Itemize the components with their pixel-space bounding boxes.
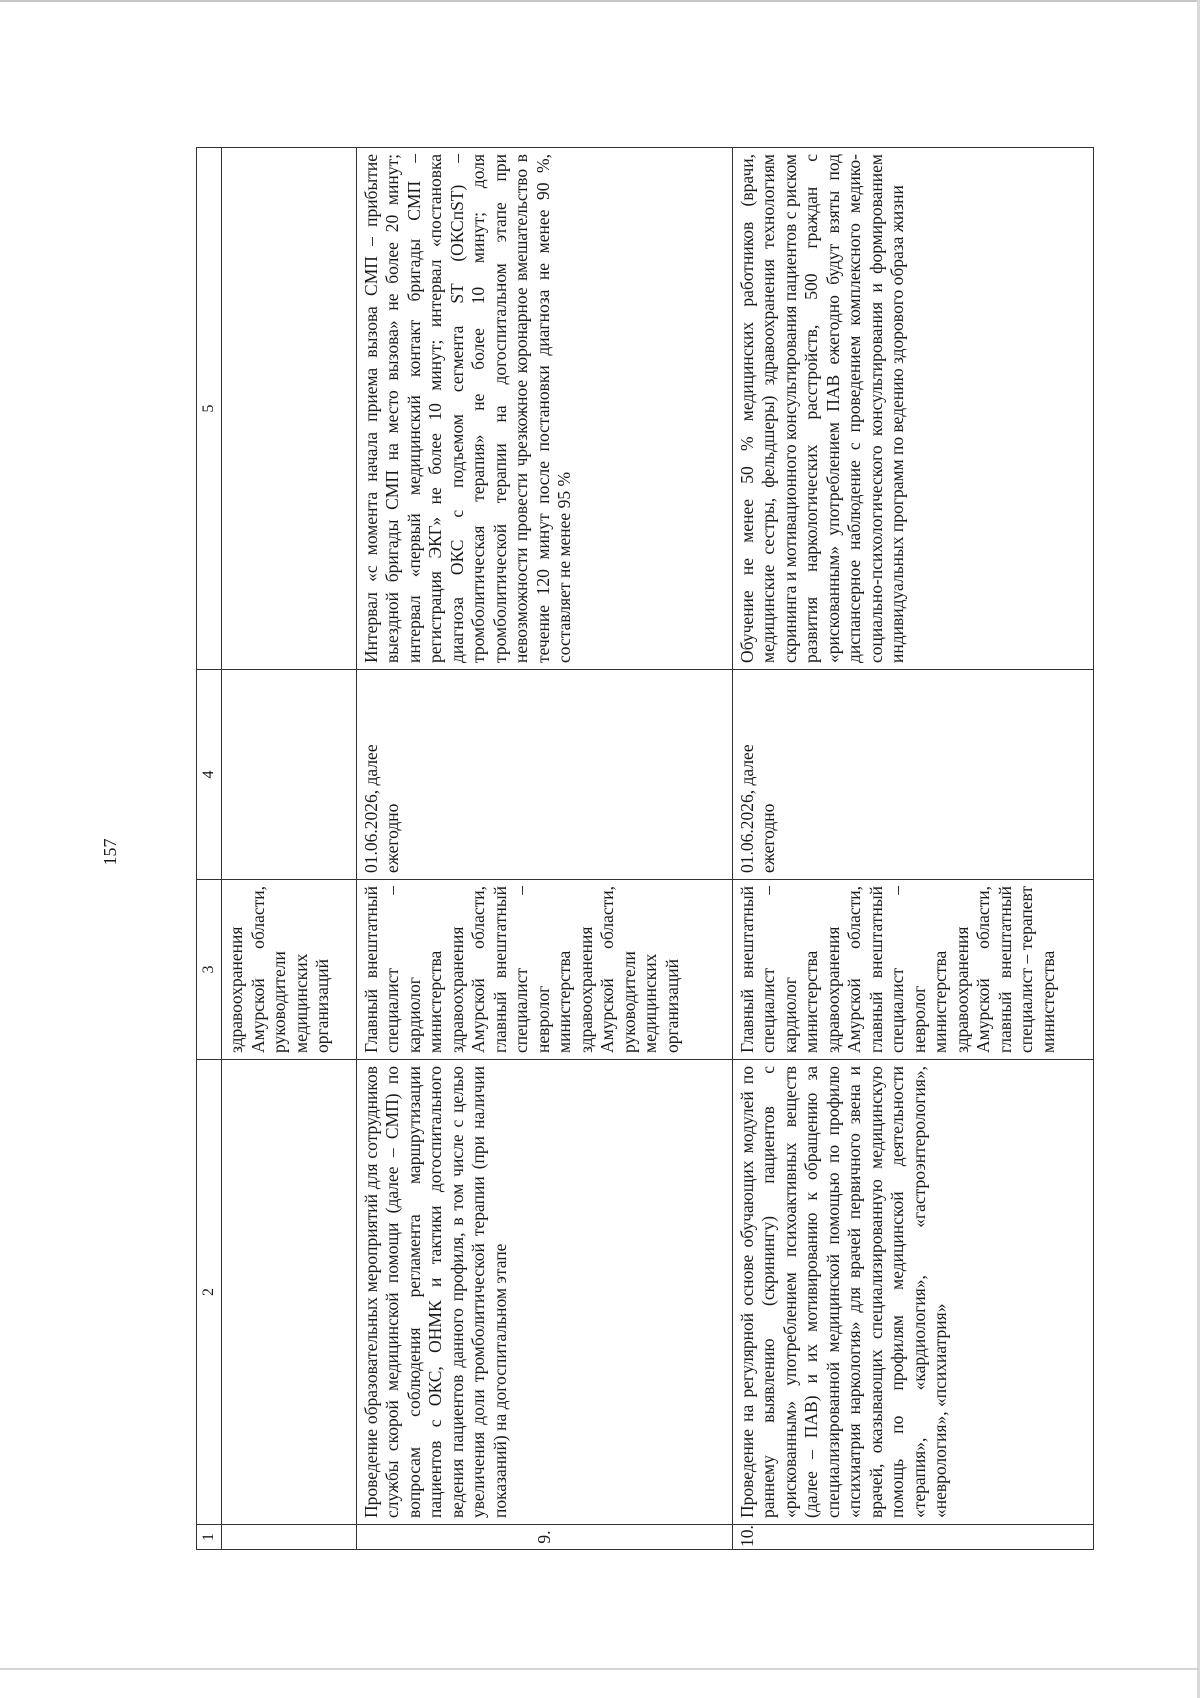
table-row — [356, 148, 732, 1550]
measures-table — [196, 147, 1094, 1550]
rotated-table-container — [196, 148, 1094, 1550]
header-cell-5: 5 — [197, 148, 222, 670]
cell-responsible: здравоохранения Амурской области, руководители медицинских организаций — [222, 880, 357, 1060]
cell-responsible: Главный внештатный специалист – кардиолог министерства здравоохранения Амурской области, главный внештатный специалист – невролог министерства здравоохранения Амурской области, главный внештатный специалист – терапевт министерства — [732, 880, 1093, 1060]
cell-responsible: Главный внештатный специалист – кардиолог министерства здравоохранения Амурской области, главный внештатный специалист – невролог министерства здравоохранения Амурской области, руководители медицинских организаций — [356, 880, 732, 1060]
table-row-continuation — [222, 148, 357, 1550]
cell-activity: Проведение образовательных мероприятий для сотрудников службы скорой медицинской помощи (далее – СМП) по вопросам соблюдения регламента маршрутизации пациентов с ОКС, ОНМК и тактики догоспитального ведения пациентов данного профиля, в том числе с целью увеличения доли тромболитической терапии (при наличии показаний) на догоспитальном этапе — [356, 1060, 732, 1525]
page-number: 157 — [100, 838, 120, 866]
cell-empty — [222, 670, 357, 880]
cell-row-number: 9. — [356, 1525, 732, 1550]
table-header-row — [197, 148, 222, 1550]
cell-empty — [222, 148, 357, 670]
table-row — [732, 148, 1093, 1550]
scan-edge-bottom — [0, 1668, 1200, 1670]
cell-empty — [222, 1525, 357, 1550]
cell-result: Обучение не менее 50 % медицинских работников (врачи, медицинские сестры, фельдшеры) здравоохранения технологиям скрининга и мотивационного консультирования пациентов с риском развития наркологических расстройств, 500 граждан с «рискованным» употреблением ПАВ ежегодно будут взяты под диспансерное наблюдение с проведением комплексного медико-социально-психологического консультирования и формированием индивидуальных программ по ведению здорового образа жизни — [732, 148, 1093, 670]
header-cell-3: 3 — [197, 880, 222, 1060]
header-cell-1: 1 — [197, 1525, 222, 1550]
cell-activity: Проведение на регулярной основе обучающих модулей по раннему выявлению (скринингу) пациентов с «рискованным» употреблением психоактивных веществ (далее – ПАВ) и их мотивированию к обращению за специализированной медицинской помощью по профилю «психиатрия наркология» для врачей первичного звена и врачей, оказывающих специализированную медицинскую помощь по профилям медицинской деятельности «терапия», «кардиология», «гастроэнтерология», «неврология», «психиатрия» — [732, 1060, 1093, 1525]
cell-empty — [222, 1060, 357, 1525]
scan-edge-top — [0, 0, 1200, 2]
cell-deadline: 01.06.2026, далее ежегодно — [356, 670, 732, 880]
header-cell-4: 4 — [197, 670, 222, 880]
cell-result: Интервал «с момента начала приема вызова СМП – прибытие выездной бригады СМП на место вызова» не более 20 минут; интервал «первый медицинский контакт бригады СМП – регистрация ЭКГ» не более 10 минут; интервал «постановка диагноза ОКС с подъемом сегмента ST (ОКСпST) – тромболитическая терапия» не более 10 минут; доля тромболитической терапии на догоспитальном этапе при невозможности провести чрезкожное коронарное вмешательство в течение 120 минут после постановки диагноза не менее 90 %, составляет не менее 95 % — [356, 148, 732, 670]
header-cell-2: 2 — [197, 1060, 222, 1525]
cell-deadline: 01.06.2026, далее ежегодно — [732, 670, 1093, 880]
cell-row-number: 10. — [732, 1525, 1093, 1550]
